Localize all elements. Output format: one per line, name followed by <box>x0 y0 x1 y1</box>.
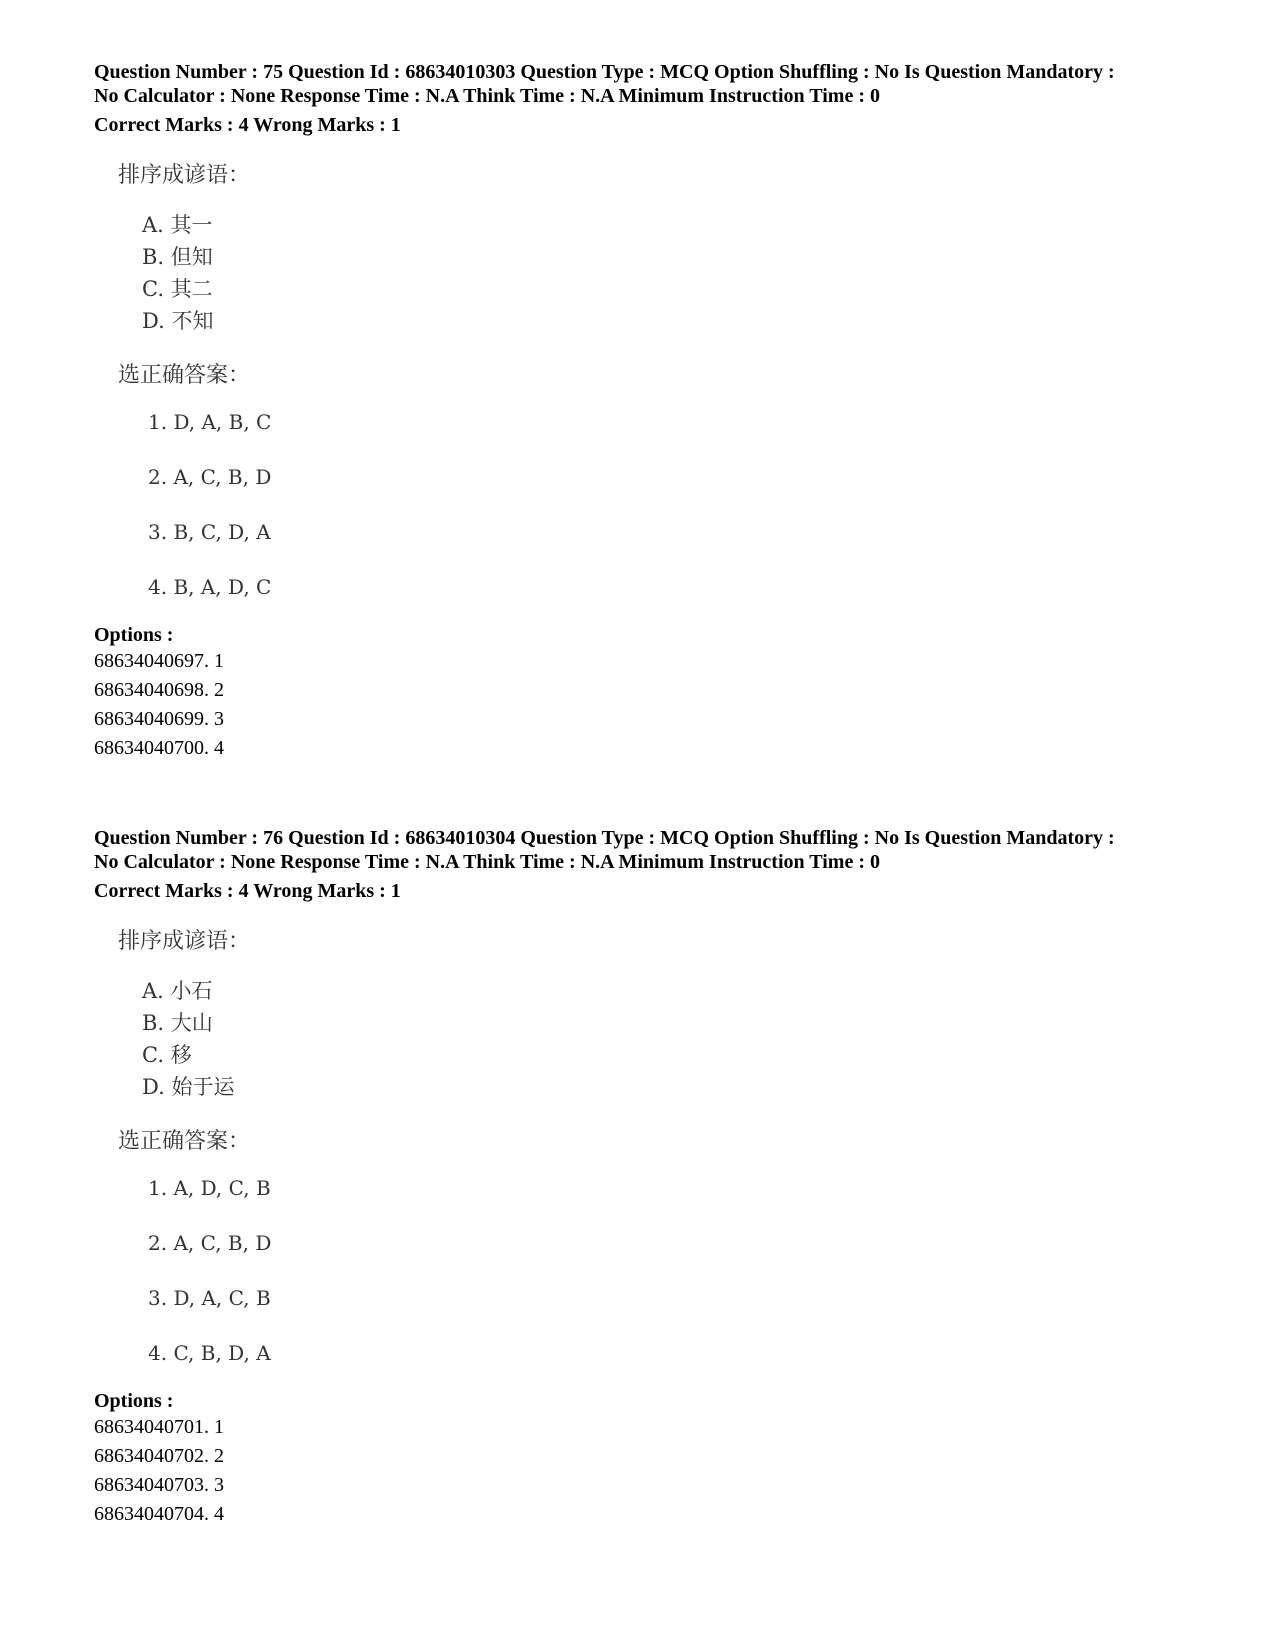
phrase-item <box>142 209 1204 241</box>
answer-choice: 3. D, A, C, B <box>148 1286 271 1310</box>
phrase-item <box>142 241 1204 273</box>
phrase-item <box>142 273 1204 305</box>
option-id: 68634040703. 3 <box>94 1474 224 1496</box>
phrase-letter: C. <box>142 1043 164 1067</box>
phrase-text: 移 <box>170 1043 192 1067</box>
options-label: Options : <box>94 1390 174 1412</box>
question-block <box>94 826 1204 1529</box>
phrase-text: 其一 <box>170 213 213 237</box>
phrase-letter: C. <box>142 277 164 301</box>
option-id: 68634040700. 4 <box>94 737 224 759</box>
answer-choice: 1. D, A, B, C <box>148 410 272 434</box>
answer-choice: 2. A, C, B, D <box>148 1231 272 1255</box>
option-id: 68634040698. 2 <box>94 679 224 701</box>
phrase-item <box>142 975 1204 1007</box>
phrase-list <box>142 975 1204 1103</box>
phrase-letter: D. <box>142 1075 165 1099</box>
options-label: Options : <box>94 624 174 646</box>
phrase-list <box>142 209 1204 337</box>
phrase-text: 小石 <box>170 979 213 1003</box>
answer-prompt: 选正确答案： <box>118 363 251 388</box>
answer-choice: 3. B, C, D, A <box>148 520 271 544</box>
phrase-letter: A. <box>142 979 164 1003</box>
phrase-item <box>142 1071 1204 1103</box>
answer-choice: 2. A, C, B, D <box>148 465 272 489</box>
marks-line: Correct Marks : 4 Wrong Marks : 1 <box>94 880 401 902</box>
phrase-letter: A. <box>142 213 164 237</box>
phrase-text: 始于运 <box>171 1075 235 1099</box>
option-id: 68634040701. 1 <box>94 1416 224 1438</box>
phrase-letter: D. <box>142 309 165 333</box>
option-id: 68634040699. 3 <box>94 708 224 730</box>
answer-choice: 4. C, B, D, A <box>148 1341 271 1365</box>
phrase-text: 不知 <box>171 309 214 333</box>
question-meta-line: No Calculator : None Response Time : N.A Think Time : N.A Minimum Instruction Time : 0 <box>94 85 880 107</box>
phrase-text: 其二 <box>170 277 213 301</box>
answer-prompt: 选正确答案： <box>118 1129 251 1154</box>
answer-choice: 1. A, D, C, B <box>148 1176 271 1200</box>
answer-list <box>148 409 1204 629</box>
answer-choice: 4. B, A, D, C <box>148 575 272 599</box>
phrase-item <box>142 1007 1204 1039</box>
question-prompt: 排序成谚语： <box>118 163 251 188</box>
option-id: 68634040697. 1 <box>94 650 224 672</box>
phrase-letter: B. <box>142 1011 165 1035</box>
phrase-item <box>142 305 1204 337</box>
question-block <box>94 60 1204 763</box>
phrase-letter: B. <box>142 245 165 269</box>
question-meta-line: Question Number : 76 Question Id : 68634010304 Question Type : MCQ Option Shuffling : No Is Question Mandatory : <box>94 827 1115 849</box>
option-id: 68634040702. 2 <box>94 1445 224 1467</box>
question-meta-line: Question Number : 75 Question Id : 68634010303 Question Type : MCQ Option Shuffling : No Is Question Mandatory : <box>94 61 1115 83</box>
phrase-text: 但知 <box>170 245 213 269</box>
answer-list <box>148 1175 1204 1395</box>
phrase-item <box>142 1039 1204 1071</box>
question-meta-line: No Calculator : None Response Time : N.A Think Time : N.A Minimum Instruction Time : 0 <box>94 851 880 873</box>
question-prompt: 排序成谚语： <box>118 929 251 954</box>
phrase-text: 大山 <box>170 1011 213 1035</box>
marks-line: Correct Marks : 4 Wrong Marks : 1 <box>94 114 401 136</box>
option-id: 68634040704. 4 <box>94 1503 224 1525</box>
